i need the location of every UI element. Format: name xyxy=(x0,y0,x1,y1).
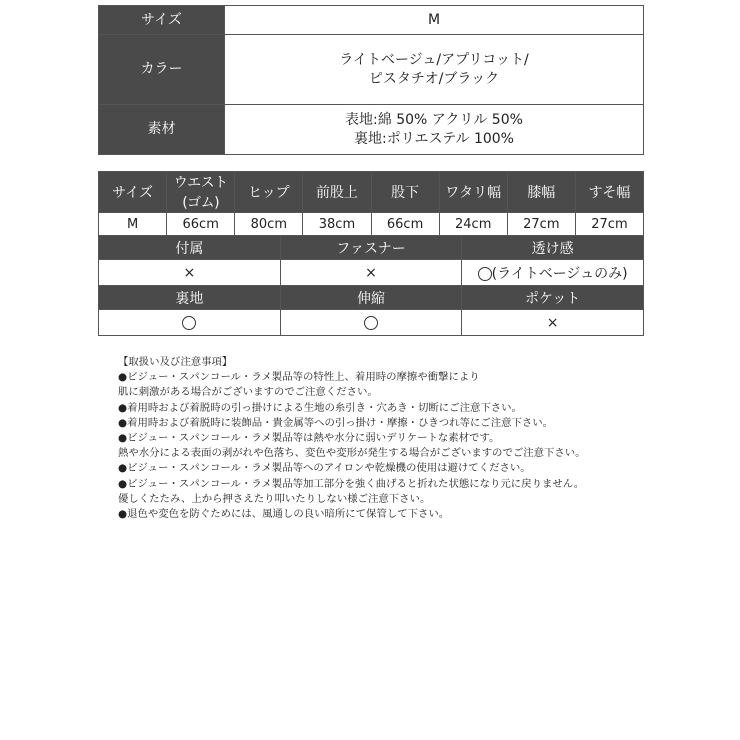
care-note-line: ●着用時および着脱時に装飾品・貴金属等への引っ掛け・摩擦・ひきつれ等にご注意下さい。 xyxy=(118,416,554,429)
care-note-line: 優しくたたみ、上から押さえたり叩いたりしない様ご注意下さい。 xyxy=(118,492,431,505)
meas-header: 膝幅 xyxy=(507,172,575,213)
care-notes xyxy=(118,355,638,522)
feat-value-accessory: × xyxy=(99,260,281,286)
spec-material-value xyxy=(225,105,644,155)
feat-header-zipper: ファスナー xyxy=(280,236,462,260)
spec-color-line: ピスタチオ/ブラック xyxy=(368,70,500,87)
feature-table xyxy=(98,235,644,336)
spec-color-value xyxy=(225,35,644,105)
spec-size-value: M xyxy=(225,6,644,35)
feat-header-sheer: 透け感 xyxy=(462,236,644,260)
care-note-line: 熱や水分による表面の剥がれや色落ち、変色や変形が発生する場合がございますのでご注意下さい。 xyxy=(118,447,586,460)
meas-header: ヒップ xyxy=(235,172,303,213)
circle-icon xyxy=(478,267,492,281)
care-note-line: ●ビジュー・スパンコール・ラメ製品等は熱や水分に弱いデリケートな素材です。 xyxy=(118,432,500,445)
meas-header: ワタリ幅 xyxy=(439,172,507,213)
feat-value-sheer xyxy=(462,260,644,286)
feat-value-lining xyxy=(99,310,281,336)
feat-value-pocket: × xyxy=(462,310,644,336)
care-note-line: 肌に刺激がある場合がございますのでご注意ください。 xyxy=(118,386,378,399)
spec-material-label: 素材 xyxy=(99,105,225,155)
spec-color-label: カラー xyxy=(99,35,225,105)
care-note-line: ●退色や変色を防ぐためには、風通しの良い暗所にて保管して下さい。 xyxy=(118,508,450,521)
care-notes-title: 【取扱い及び注意事項】 xyxy=(118,356,233,368)
circle-icon xyxy=(182,316,196,330)
meas-value: 66cm xyxy=(371,213,439,236)
meas-value: 66cm xyxy=(167,213,235,236)
feat-header-lining: 裏地 xyxy=(99,286,281,310)
spec-color-line: ライトベージュ/アプリコット/ xyxy=(339,51,529,68)
care-note-line: ●ビジュー・スパンコール・ラメ製品等の特性上、着用時の摩擦や衝撃により xyxy=(118,371,480,384)
circle-icon xyxy=(364,316,378,330)
feat-value-zipper: × xyxy=(280,260,462,286)
meas-value: 27cm xyxy=(507,213,575,236)
feat-value-stretch xyxy=(280,310,462,336)
meas-value: 80cm xyxy=(235,213,303,236)
meas-header: ウエスト(ゴム) xyxy=(167,172,235,213)
meas-header: すそ幅 xyxy=(575,172,643,213)
meas-value: 27cm xyxy=(575,213,643,236)
feat-header-pocket: ポケット xyxy=(462,286,644,310)
measurement-table xyxy=(98,171,644,236)
spec-material-line: 表地:綿 50% アクリル 50% xyxy=(345,111,523,128)
care-note-line: ●ビジュー・スパンコール・ラメ製品等加工部分を強く曲げると折れた状態になり元に戻りません。 xyxy=(118,477,585,490)
care-note-line: ●ビジュー・スパンコール・ラメ製品等へのアイロンや乾燥機の使用は避けてください。 xyxy=(118,462,531,475)
meas-header: サイズ xyxy=(99,172,167,213)
meas-value: M xyxy=(99,213,167,236)
meas-header: 前股上 xyxy=(303,172,371,213)
care-note-line: ●着用時および着脱時の引っ掛けによる生地の糸引き・穴あき・切断にご注意下さい。 xyxy=(118,401,522,414)
meas-value: 24cm xyxy=(439,213,507,236)
spec-size-label: サイズ xyxy=(99,6,225,35)
spec-material-line: 裏地:ポリエステル 100% xyxy=(354,130,514,147)
meas-header: 股下 xyxy=(371,172,439,213)
feat-header-stretch: 伸縮 xyxy=(280,286,462,310)
feat-header-accessory: 付属 xyxy=(99,236,281,260)
meas-value: 38cm xyxy=(303,213,371,236)
spec-table xyxy=(98,5,644,155)
feat-sheer-note: (ライトベージュのみ) xyxy=(491,265,628,282)
